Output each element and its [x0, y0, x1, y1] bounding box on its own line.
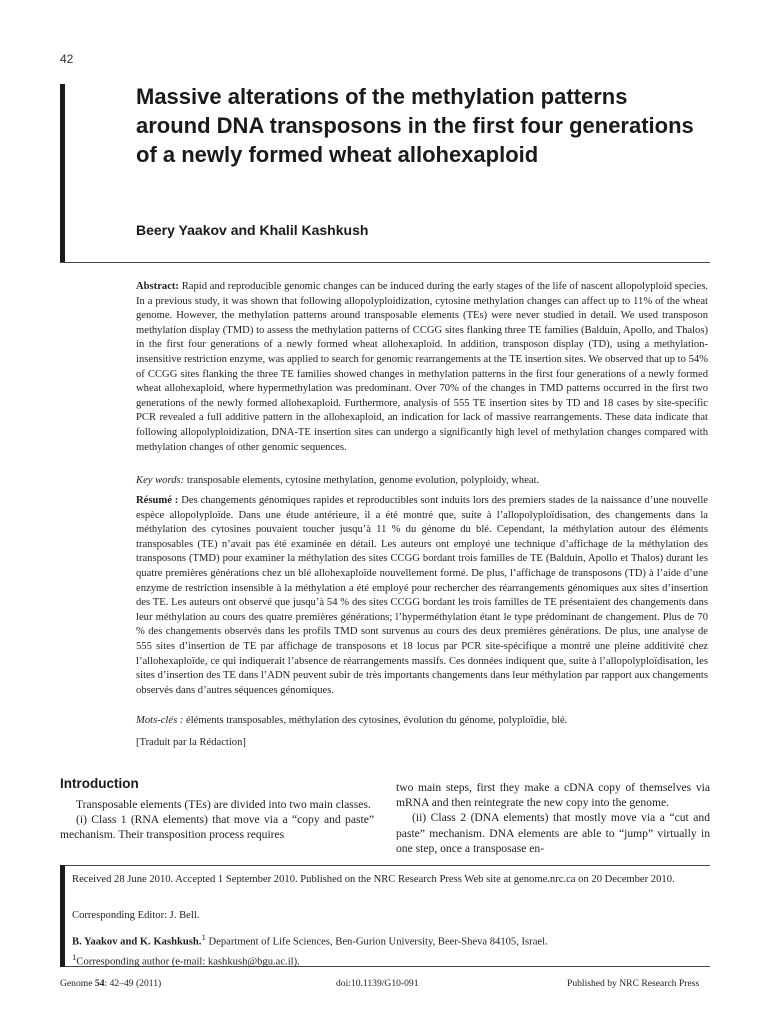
article-title: Massive alterations of the methylation patterns around DNA transposons in the first four generations of a newly formed wheat allohexaploid	[136, 84, 694, 167]
journal-volume: 54	[94, 978, 105, 989]
intro-paragraph: two main steps, first they make a cDNA copy of themselves via mRNA and then reintegrate the new copy into the genome.	[396, 781, 710, 810]
header-divider	[60, 262, 710, 263]
corresponding-author-note	[72, 950, 708, 970]
affiliation-authors: B. Yaakov and K. Kashkush.	[72, 936, 202, 948]
journal-citation	[60, 978, 161, 989]
abstract	[136, 280, 708, 455]
intro-paragraph: Transposable elements (TEs) are divided into two main classes.	[76, 798, 371, 811]
body-column-left	[60, 797, 374, 843]
corresponding-marker: 1	[72, 952, 77, 962]
body-column-right	[396, 780, 710, 856]
mots-cles	[136, 714, 708, 729]
abstract-text: Rapid and reproducible genomic changes can be induced during the early stages of the life of nascent allopolyploid species. In a previous study, it was shown that following allopolyploidization, cytosine methylation changes can affect up to 11% of the wheat genome. However, the methylation patterns around transposable elements (TEs) were never studied in detail. We used transposon methylation display (TMD) to assess the methylation patterns of CCGG sites flanking three TE families (Balduin, Apollo, and Thalos) in the first four generations of a newly formed wheat allohexaploid. In addition, transposon display (TD), using a methylation-insensitive restriction enzyme, was applied to search for genomic rearrangements at the TE insertion sites. We observed that up to 54% of CCGG sites flanking the three TE families showed changes in methylation patterns in the first four generations of a newly formed wheat allohexaploid, where hypermethylation was predominant. Over 70% of the changes in TMD patterns occurred in the first two generations of the newly formed allohexaploid. Furthermore, analysis of 555 TE insertion sites by TD and 18 cases by site-specific PCR revealed a full additive pattern in the allohexaploid, an indication for lack of massive rearrangements. These data indicate that following allopolyploidization, DNA-TE insertion sites can undergo a significantly high level of methylation changes compared with methylation changes of other genomic sequences.	[136, 281, 708, 453]
corresponding-text: Corresponding author (e-mail: kashkush@bgu.ac.il).	[76, 956, 300, 968]
abstract-label: Abstract:	[136, 281, 179, 292]
page-number: 42	[60, 52, 74, 66]
resume	[136, 494, 708, 698]
resume-text: Des changements génomiques rapides et reproductibles sont induits lors des premiers stades de la naissance d’une nouvelle espèce allopolyploïde. Dans une étude antérieure, il a été montré que, suite à l’allopolyploïdisation, des changements dans la méthylation des cytosines pouvaient toucher jusqu’à 11 % du génome du blé. Cependant, la méthylation autour des éléments transposables (TE) n’avait pas été examinée en détail. Les auteurs ont employé une technique d’affichage de la méthylation des transposons (TMD) pour examiner la méthylation des sites CCGG bordant trois familles de TE (Balduin, Apollo et Thalos) durant les quatre premières générations chez un blé allohexaploïde nouvellement formé. De plus, l’affichage de transposons (TD) à l’aide d’une enzyme de restriction insensible à la méthylation a été employé pour rechercher des réarrangements génomiques aux sites d’insertion des TE. Les auteurs ont observé que jusqu’à 54 % des sites CCGG bordant les trois familles de TE présentaient des changements dans leur méthylation au cours des quatre premières générations; l’hyperméthylation étant le type prédominant de changement. Plus de 70 % des changements observés dans les profils TMD sont survenus au cours des deux premières générations. De plus, une analyse de 555 sites d’insertion de TE par affichage de transposons et 18 locus par PCR site-spécifique a montré une pleine additivité chez l’allohexaploïde, ce qui indiquerait l’absence de réarrangements massifs. Ces données indiquent que, suite à l’allopolyploïdisation, les sites d’insertion des TE dans l’ADN peuvent subir de très importants changements dans leur méthylation par rapport aux changements observés dans d’autres séquences génomiques.	[136, 495, 708, 696]
author-names: Beery Yaakov and Khalil Kashkush	[136, 222, 369, 238]
editor-note: Corresponding Editor: J. Bell.	[72, 910, 200, 921]
keywords	[136, 474, 708, 489]
footnote-accent-bar	[60, 865, 65, 967]
affiliation-marker: 1	[201, 932, 206, 942]
resume-label: Résumé :	[136, 495, 179, 506]
publisher: Published by NRC Research Press	[567, 978, 700, 989]
mots-cles-text: éléments transposables, méthylation des cytosines, évolution du génome, polyploïdie, blé.	[186, 715, 568, 726]
received-note: Received 28 June 2010. Accepted 1 September 2010. Published on the NRC Research Press Web site at genome.nrc.ca on 20 December 2010.	[72, 874, 675, 885]
intro-paragraph: (ii) Class 2 (DNA elements) that mostly move via a “cut and paste” mechanism. DNA elements are able to “jump” virtually in one step, once a transposase en-	[396, 811, 710, 855]
title-accent-bar	[60, 84, 65, 262]
keywords-label: Key words:	[136, 475, 185, 486]
journal-pages: : 42–49 (2011)	[104, 978, 162, 989]
mots-cles-label: Mots-clés :	[136, 715, 184, 726]
affiliation-note	[72, 930, 708, 950]
affiliation-text: Department of Life Sciences, Ben-Gurion University, Beer-Sheva 84105, Israel.	[208, 936, 548, 948]
keywords-text: transposable elements, cytosine methylation, genome evolution, polyploidy, wheat.	[186, 475, 540, 486]
introduction-heading: Introduction	[60, 776, 139, 791]
translation-note: [Traduit par la Rédaction]	[136, 737, 246, 748]
intro-paragraph: (i) Class 1 (RNA elements) that move via a “copy and paste” mechanism. Their transposition process requires	[60, 813, 374, 842]
doi: doi:10.1139/G10-091	[336, 978, 419, 989]
journal-name: Genome	[60, 978, 93, 989]
